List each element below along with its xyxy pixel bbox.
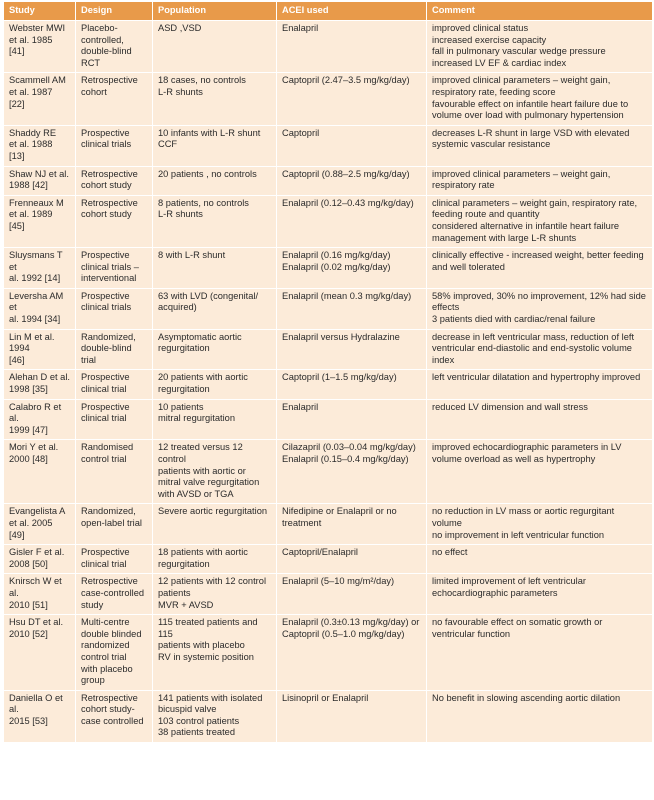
cell-acei-used xyxy=(277,125,427,166)
cell-line: 10 infants with L-R shunt xyxy=(158,127,261,138)
cell-line: Prospective xyxy=(81,127,130,138)
cell-line: Prospective xyxy=(81,250,130,261)
cell-line: improved echocardiographic parameters in LV xyxy=(432,442,622,453)
cell-line: L-R shunts xyxy=(158,86,203,97)
cell-line: et al. 1985 [41] xyxy=(9,34,53,57)
cell-line: Prospective xyxy=(81,290,130,301)
cell-line: controlled, xyxy=(81,34,124,45)
cell-line: volume overload as well as hypertrophy xyxy=(432,454,596,464)
cell-study xyxy=(4,545,76,574)
cell-line: 2008 [50] xyxy=(9,558,48,569)
cell-study xyxy=(4,574,76,615)
cell-population xyxy=(153,125,277,166)
cell-line: Asymptomatic aortic xyxy=(158,331,242,342)
cell-line: Lisinopril or Enalapril xyxy=(282,692,369,703)
cell-line: Cilazapril (0.03–0.04 mg/kg/day) xyxy=(282,442,416,453)
table-row xyxy=(4,615,653,691)
cell-line: 58% improved, 30% no improvement, 12% had side xyxy=(432,290,646,301)
cell-line: Enalapril (0.16 mg/kg/day) xyxy=(282,250,391,261)
cell-line: clinical parameters – weight gain, respiratory rate, xyxy=(432,197,638,208)
cell-line: group xyxy=(81,675,105,686)
cell-comment xyxy=(427,574,653,615)
cell-design xyxy=(76,370,153,399)
cell-comment xyxy=(427,370,653,399)
cell-population xyxy=(153,288,277,329)
cell-line: 10 patients xyxy=(158,401,204,412)
cell-comment xyxy=(427,195,653,247)
cell-population xyxy=(153,21,277,73)
cell-design xyxy=(76,399,153,440)
cell-line: acquired) xyxy=(158,302,197,313)
cell-line: Retrospective xyxy=(81,692,138,703)
cell-line: Multi-centre xyxy=(81,617,130,628)
cell-line: Prospective xyxy=(81,401,130,412)
header-population: Population xyxy=(153,2,277,21)
cell-line: with placebo xyxy=(81,663,133,674)
cell-line: feeding route and quantity xyxy=(432,209,540,220)
header-study: Study xyxy=(4,2,76,21)
cell-line: effects xyxy=(432,302,460,313)
cell-line: patients xyxy=(158,587,191,598)
cell-line: clinically effective - increased weight, better feeding xyxy=(432,250,644,261)
cell-line: double-blind xyxy=(81,343,132,354)
cell-study xyxy=(4,440,76,504)
cell-line: Lin M et al. 1994 xyxy=(9,331,55,354)
cell-line: volume over load with pulmonary hypertension xyxy=(432,110,624,121)
cell-line: No benefit in slowing ascending aortic dilation xyxy=(432,692,621,703)
cell-line: case-controlled xyxy=(81,587,145,598)
cell-line: et al. 1989 [45] xyxy=(9,209,53,231)
cell-line: study xyxy=(81,599,104,610)
cell-population xyxy=(153,195,277,247)
cell-comment xyxy=(427,329,653,370)
cell-line: 20 patients with aortic xyxy=(158,372,248,383)
cell-design xyxy=(76,166,153,195)
cell-acei-used xyxy=(277,504,427,545)
cell-acei-used xyxy=(277,248,427,289)
cell-comment xyxy=(427,73,653,125)
cell-line: improved clinical parameters – weight gain, xyxy=(432,75,611,86)
cell-line: Scammell AM xyxy=(9,75,66,86)
table-row xyxy=(4,21,653,73)
cell-line: Nifedipine or Enalapril or no xyxy=(282,506,397,517)
acei-studies-table xyxy=(3,2,653,743)
cell-comment xyxy=(427,615,653,691)
cell-line: clinical trial xyxy=(81,413,127,424)
cell-line: with AVSD or TGA xyxy=(158,488,234,499)
cell-line: Placebo- xyxy=(81,23,118,33)
cell-line: no reduction in LV mass or aortic regurgitant xyxy=(432,506,615,517)
cell-population xyxy=(153,166,277,195)
table-row xyxy=(4,440,653,504)
cell-study xyxy=(4,195,76,247)
cell-line: 2015 [53] xyxy=(9,715,48,726)
cell-line: Retrospective xyxy=(81,168,138,179)
cell-line: Evangelista A xyxy=(9,506,66,517)
cell-line: [46] xyxy=(9,354,25,365)
cell-line: L-R shunts xyxy=(158,209,203,220)
cell-line: improved clinical parameters – weight gain, xyxy=(432,168,611,179)
cell-comment xyxy=(427,166,653,195)
cell-line: Randomized, xyxy=(81,331,136,342)
cell-line: improved clinical status xyxy=(432,23,529,33)
cell-acei-used xyxy=(277,690,427,742)
cell-line: volume xyxy=(432,517,462,528)
cell-line: Retrospective xyxy=(81,75,138,86)
cell-line: Enalapril versus Hydralazine xyxy=(282,331,400,342)
table-row xyxy=(4,166,653,195)
cell-line: RV in systemic position xyxy=(158,651,254,662)
cell-line: Captopril (2.47–3.5 mg/kg/day) xyxy=(282,75,410,86)
cell-line: et al. 1988 [13] xyxy=(9,139,53,161)
cell-line: Captopril/Enalapril xyxy=(282,547,358,558)
cell-line: Captopril (0.88–2.5 mg/kg/day) xyxy=(282,168,410,179)
cell-line: 63 with LVD (congenital/ xyxy=(158,290,259,301)
cell-line: Frenneaux M xyxy=(9,197,64,208)
cell-line: Enalapril (0.12–0.43 mg/kg/day) xyxy=(282,197,414,208)
cell-line: clinical trial xyxy=(81,558,127,569)
cell-line: cohort study- xyxy=(81,704,135,715)
cell-line: control trial xyxy=(81,454,127,464)
cell-line: 3 patients died with cardiac/renal failure xyxy=(432,314,596,325)
cell-population xyxy=(153,73,277,125)
cell-line: open-label trial xyxy=(81,517,142,528)
cell-design xyxy=(76,195,153,247)
cell-population xyxy=(153,504,277,545)
cell-population xyxy=(153,574,277,615)
cell-comment xyxy=(427,21,653,73)
cell-design xyxy=(76,125,153,166)
table-body xyxy=(4,21,653,743)
cell-line: Calabro R et al. xyxy=(9,401,62,424)
cell-population xyxy=(153,615,277,691)
cell-study xyxy=(4,329,76,370)
cell-line: al. 1992 [14] xyxy=(9,273,61,284)
cell-line: increased LV EF & cardiac index xyxy=(432,57,567,68)
cell-comment xyxy=(427,504,653,545)
cell-line: Enalapril (mean 0.3 mg/kg/day) xyxy=(282,290,412,301)
cell-acei-used xyxy=(277,73,427,125)
cell-line: Webster MWI xyxy=(9,23,66,33)
table-header-row xyxy=(4,2,653,21)
cell-line: Retrospective xyxy=(81,197,138,208)
cell-line: cohort xyxy=(81,86,107,97)
cell-line: MVR + AVSD xyxy=(158,599,214,610)
cell-line: CCF xyxy=(158,139,178,150)
cell-line: 1999 [47] xyxy=(9,424,48,435)
table-row xyxy=(4,370,653,399)
cell-line: 2010 [52] xyxy=(9,628,48,639)
cell-line: trial xyxy=(81,354,96,365)
cell-study xyxy=(4,690,76,742)
cell-acei-used xyxy=(277,399,427,440)
cell-line: clinical trials xyxy=(81,139,132,150)
cell-line: 38 patients treated xyxy=(158,727,236,738)
table-row xyxy=(4,195,653,247)
cell-line: mitral regurgitation xyxy=(158,413,235,424)
cell-design xyxy=(76,615,153,691)
cell-line: 2010 [51] xyxy=(9,599,48,610)
cell-line: 2000 [48] xyxy=(9,454,48,464)
cell-line: fall in pulmonary vascular wedge pressure xyxy=(432,46,606,57)
cell-line: 1988 [42] xyxy=(9,180,48,191)
cell-population xyxy=(153,248,277,289)
cell-line: regurgitation xyxy=(158,343,210,354)
cell-line: decreases L-R shunt in large VSD with elevated xyxy=(432,127,630,138)
cell-line: Prospective xyxy=(81,372,130,383)
cell-line: 141 patients with isolated xyxy=(158,692,263,703)
cell-line: 8 with L-R shunt xyxy=(158,250,226,261)
cell-study xyxy=(4,248,76,289)
table-row xyxy=(4,545,653,574)
cell-study xyxy=(4,21,76,73)
cell-population xyxy=(153,399,277,440)
cell-design xyxy=(76,248,153,289)
cell-line: Captopril (1–1.5 mg/kg/day) xyxy=(282,372,397,383)
cell-line: interventional xyxy=(81,273,137,284)
cell-line: 20 patients , no controls xyxy=(158,168,257,179)
cell-line: echocardiographic parameters xyxy=(432,587,558,598)
cell-line: control trial xyxy=(81,651,127,662)
cell-population xyxy=(153,545,277,574)
cell-line: Randomised xyxy=(81,442,134,453)
cell-line: Severe aortic regurgitation xyxy=(158,506,268,517)
cell-line: systemic vascular resistance xyxy=(432,139,551,150)
cell-design xyxy=(76,440,153,504)
cell-line: ventricular function xyxy=(432,628,511,639)
cell-line: randomized xyxy=(81,640,130,651)
cell-acei-used xyxy=(277,288,427,329)
cell-line: treatment xyxy=(282,517,322,528)
cell-study xyxy=(4,504,76,545)
cell-line: Hsu DT et al. xyxy=(9,617,64,628)
cell-line: case controlled xyxy=(81,715,144,726)
cell-line: double blinded xyxy=(81,628,142,639)
cell-line: patients with aortic or xyxy=(158,465,246,476)
cell-design xyxy=(76,73,153,125)
cell-study xyxy=(4,125,76,166)
cell-line: 18 patients with aortic xyxy=(158,547,248,558)
cell-population xyxy=(153,440,277,504)
cell-line: Knirsch W et al. xyxy=(9,576,62,598)
cell-comment xyxy=(427,399,653,440)
cell-acei-used xyxy=(277,545,427,574)
cell-line: mitral valve regurgitation xyxy=(158,477,260,488)
cell-study xyxy=(4,399,76,440)
cell-design xyxy=(76,329,153,370)
cell-line: et al. 2005 [49] xyxy=(9,517,53,540)
table-row xyxy=(4,125,653,166)
cell-line: RCT xyxy=(81,57,101,68)
cell-comment xyxy=(427,248,653,289)
table-row xyxy=(4,690,653,742)
cell-line: decrease in left ventricular mass, reduction of left xyxy=(432,331,635,342)
table-row xyxy=(4,504,653,545)
cell-acei-used xyxy=(277,166,427,195)
cell-line: ventricular end-diastolic and end-systolic volume xyxy=(432,343,632,354)
cell-line: clinical trials – xyxy=(81,261,139,272)
cell-population xyxy=(153,329,277,370)
cell-line: Enalapril (0.3±0.13 mg/kg/day) or xyxy=(282,617,420,628)
cell-line: left ventricular dilatation and hypertrophy improved xyxy=(432,372,641,383)
cell-line: Retrospective xyxy=(81,576,138,587)
cell-line: 12 patients with 12 control xyxy=(158,576,267,587)
cell-line: Gisler F et al. xyxy=(9,547,65,558)
cell-comment xyxy=(427,690,653,742)
cell-line: and well tolerated xyxy=(432,261,505,272)
cell-acei-used xyxy=(277,615,427,691)
cell-study xyxy=(4,73,76,125)
table-row xyxy=(4,399,653,440)
cell-population xyxy=(153,370,277,399)
cell-line: double-blind xyxy=(81,46,132,57)
cell-acei-used xyxy=(277,574,427,615)
header-design: Design xyxy=(76,2,153,21)
cell-line: Shaw NJ et al. xyxy=(9,168,69,179)
cell-acei-used xyxy=(277,195,427,247)
cell-study xyxy=(4,615,76,691)
cell-line: clinical trial xyxy=(81,384,127,395)
cell-acei-used xyxy=(277,329,427,370)
cell-design xyxy=(76,21,153,73)
cell-population xyxy=(153,690,277,742)
cell-line: respiratory rate, feeding score xyxy=(432,86,556,97)
cell-line: clinical trials xyxy=(81,302,132,313)
cell-acei-used xyxy=(277,21,427,73)
cell-design xyxy=(76,504,153,545)
cell-study xyxy=(4,370,76,399)
cell-design xyxy=(76,288,153,329)
cell-line: limited improvement of left ventricular xyxy=(432,576,586,587)
cell-line: cohort study xyxy=(81,209,132,220)
cell-line: Enalapril xyxy=(282,401,319,412)
cell-comment xyxy=(427,440,653,504)
cell-line: Enalapril (5–10 mg/m²/day) xyxy=(282,576,395,587)
cell-line: Alehan D et al. xyxy=(9,372,70,383)
cell-line: Shaddy RE xyxy=(9,127,57,138)
cell-design xyxy=(76,690,153,742)
cell-line: reduced LV dimension and wall stress xyxy=(432,401,588,412)
cell-line: 18 cases, no controls xyxy=(158,75,246,86)
cell-line: considered alternative in infantile heart failure xyxy=(432,220,620,231)
cell-line: 12 treated versus 12 control xyxy=(158,442,243,464)
cell-study xyxy=(4,288,76,329)
cell-line: 1998 [35] xyxy=(9,384,48,395)
cell-line: 103 control patients xyxy=(158,715,240,726)
cell-line: regurgitation xyxy=(158,558,210,569)
cell-line: no effect xyxy=(432,547,468,558)
cell-line: management with large L-R shunts xyxy=(432,232,577,243)
cell-line: Enalapril (0.15–0.4 mg/kg/day) xyxy=(282,454,409,464)
cell-line: favourable effect on infantile heart failure due to xyxy=(432,98,629,109)
cell-line: Daniella O et al. xyxy=(9,692,63,715)
cell-line: Sluysmans T et xyxy=(9,250,63,272)
table-row xyxy=(4,73,653,125)
cell-line: no favourable effect on somatic growth or xyxy=(432,617,603,628)
cell-design xyxy=(76,574,153,615)
cell-line: patients with placebo xyxy=(158,640,245,651)
cell-line: Captopril xyxy=(282,127,320,138)
cell-line: Mori Y et al. xyxy=(9,442,59,453)
cell-line: Enalapril xyxy=(282,23,319,33)
cell-line: al. 1994 [34] xyxy=(9,314,61,325)
cell-design xyxy=(76,545,153,574)
cell-line: Captopril (0.5–1.0 mg/kg/day) xyxy=(282,628,405,639)
table-row xyxy=(4,248,653,289)
cell-comment xyxy=(427,125,653,166)
cell-line: bicuspid valve xyxy=(158,704,217,715)
cell-line: Enalapril (0.02 mg/kg/day) xyxy=(282,261,391,272)
cell-line: ASD ,VSD xyxy=(158,23,202,33)
cell-comment xyxy=(427,545,653,574)
cell-acei-used xyxy=(277,370,427,399)
cell-line: cohort study xyxy=(81,180,132,191)
cell-line: respiratory rate xyxy=(432,180,495,191)
table-row xyxy=(4,288,653,329)
table-row xyxy=(4,574,653,615)
header-comment: Comment xyxy=(427,2,653,21)
cell-line: Randomized, xyxy=(81,506,136,517)
cell-acei-used xyxy=(277,440,427,504)
cell-line: increased exercise capacity xyxy=(432,34,547,45)
cell-line: no improvement in left ventricular function xyxy=(432,529,605,540)
header-acei-used: ACEI used xyxy=(277,2,427,21)
table-row xyxy=(4,329,653,370)
cell-line: 115 treated patients and 115 xyxy=(158,617,258,639)
cell-comment xyxy=(427,288,653,329)
cell-study xyxy=(4,166,76,195)
cell-line: index xyxy=(432,354,455,365)
cell-line: Leversha AM et xyxy=(9,290,64,313)
cell-line: regurgitation xyxy=(158,384,210,395)
cell-line: et al. 1987 [22] xyxy=(9,86,53,109)
cell-line: Prospective xyxy=(81,547,130,558)
cell-line: 8 patients, no controls xyxy=(158,197,249,208)
